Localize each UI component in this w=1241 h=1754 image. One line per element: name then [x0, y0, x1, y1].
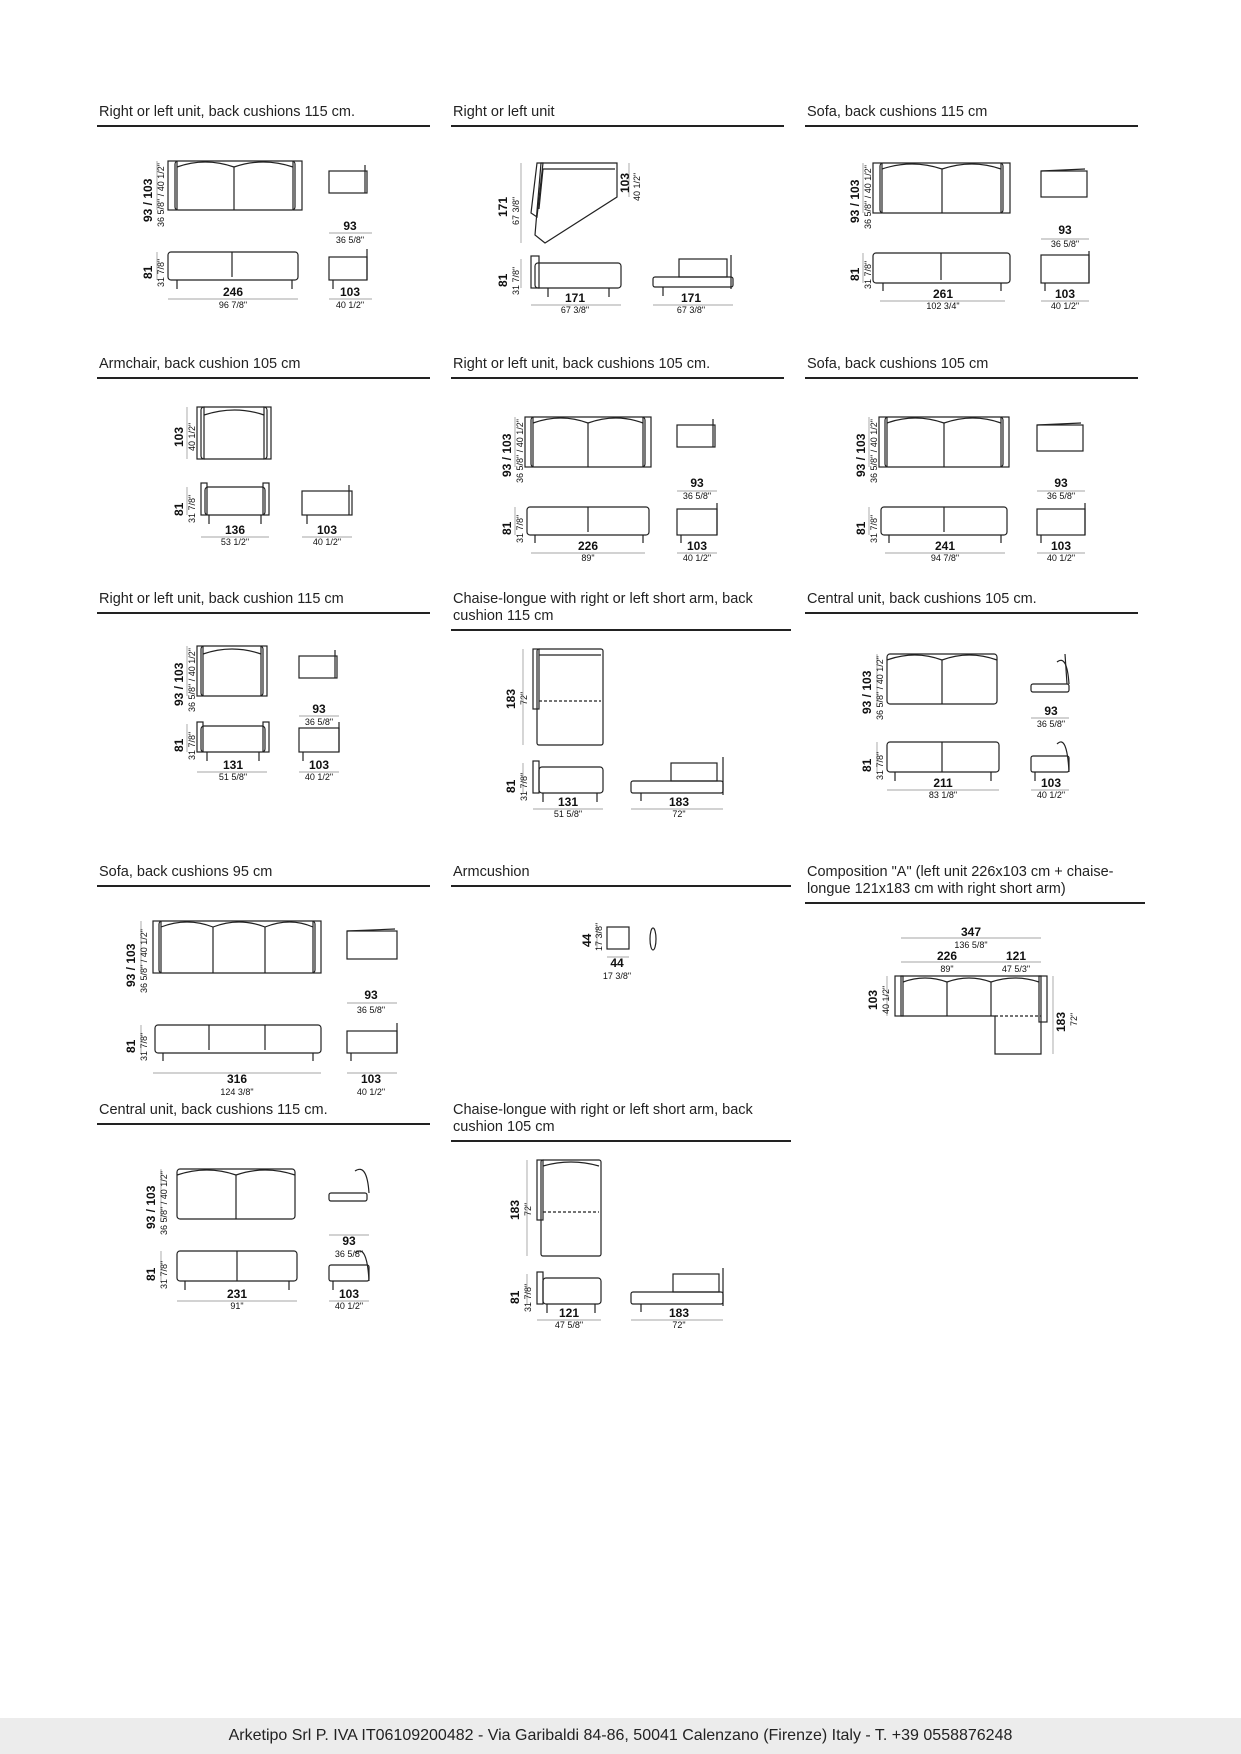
side-dim-in: 40 1/2" — [312, 537, 342, 547]
width-dim: 171 — [564, 291, 586, 305]
height-dim: 81 — [172, 502, 186, 516]
depth-dim: 183 — [508, 1199, 522, 1220]
total-dim-in: 136 5/8" — [954, 940, 988, 950]
height-dim: 81 — [848, 267, 862, 281]
item-drawing — [805, 379, 1138, 563]
item-card — [97, 1102, 430, 1311]
side-a-dim-in: 36 5/8" — [1046, 491, 1076, 501]
item-card — [451, 1102, 791, 1330]
side-b-dim: 103 — [360, 1072, 382, 1086]
width-dim: 226 — [577, 539, 599, 553]
side-b-dim: 103 — [1054, 287, 1076, 301]
side-dim: 183 — [668, 795, 690, 809]
side-a-dim-in: 36 5/8" — [304, 717, 334, 727]
depth-dim-in: 36 5/8" / 40 1/2" — [863, 165, 873, 229]
depth-dim-in: 72" — [523, 1202, 533, 1216]
height-dim: 81 — [141, 265, 155, 279]
width-dim: 131 — [557, 795, 579, 809]
width-dim: 211 — [933, 776, 953, 790]
width-dim: 131 — [222, 758, 244, 772]
height-dim-in: 31 7/8" — [187, 494, 197, 523]
unit-b-dim: 121 — [1005, 949, 1027, 963]
height-dim: 81 — [860, 758, 874, 772]
height-dim: 81 — [144, 1267, 158, 1281]
side-a-dim-in: 36 5/8" — [1050, 239, 1080, 249]
item-title: Right or left unit, back cushions 105 cm. — [451, 356, 784, 379]
width-dim: 316 — [226, 1072, 248, 1086]
width-dim: 261 — [932, 287, 954, 301]
side-a-dim-in: 36 5/8" — [682, 491, 712, 501]
side-dim: 171 — [680, 291, 702, 305]
item-title: Composition "A" (left unit 226x103 cm + chaise-longue 121x183 cm with right short arm) — [805, 864, 1145, 904]
depth-dim-in: 36 5/8" / 40 1/2" — [139, 929, 149, 993]
side-b-dim: 103 — [308, 758, 330, 772]
side-a-dim: 93 — [312, 702, 326, 716]
side-b-dim-in: 40 1/2" — [304, 772, 334, 782]
unit-a-dim: 226 — [936, 949, 958, 963]
item-card — [805, 864, 1145, 1084]
side-b-dim: 103 — [338, 1287, 360, 1301]
technical-drawing — [97, 614, 430, 794]
width-dim: 44 — [610, 956, 624, 970]
width-dim-in: 83 1/8" — [928, 790, 958, 800]
item-title: Chaise-longue with right or left short arm, back cushion 105 cm — [451, 1102, 791, 1142]
side-a-dim: 93 — [1054, 476, 1068, 490]
width-dim: 121 — [558, 1306, 580, 1320]
item-title: Central unit, back cushions 105 cm. — [805, 591, 1138, 614]
item-drawing — [97, 127, 430, 310]
width-dim: 246 — [222, 285, 244, 299]
item-card — [451, 356, 784, 563]
technical-drawing — [451, 1142, 791, 1330]
item-drawing — [451, 887, 791, 1067]
side-b-dim: 103 — [1040, 776, 1062, 790]
depth-dim: 93 / 103 — [854, 433, 868, 477]
item-card — [97, 864, 430, 1097]
width-dim-in: 96 7/8" — [218, 300, 248, 310]
width-dim: 136 — [224, 523, 246, 537]
item-card — [97, 356, 430, 559]
depth-dim: 93 / 103 — [848, 179, 862, 223]
side-a-dim: 93 — [343, 219, 357, 233]
depth-dim: 93 / 103 — [860, 670, 874, 714]
item-title: Chaise-longue with right or left short arm, back cushion 115 cm — [451, 591, 791, 631]
width-dim-in: 53 1/2" — [220, 537, 250, 547]
width-dim-in: 91" — [230, 1301, 244, 1311]
item-drawing — [805, 614, 1138, 800]
side-a-dim-in: 36 5/8" — [356, 1005, 386, 1015]
item-card — [97, 591, 430, 794]
technical-drawing — [97, 1125, 430, 1311]
width-dim-in: 94 7/8" — [930, 553, 960, 563]
unit-a-dim-in: 89" — [940, 964, 954, 974]
item-drawing — [451, 379, 784, 563]
height-dim: 81 — [496, 273, 510, 287]
technical-drawing — [97, 127, 430, 310]
technical-drawing — [451, 887, 791, 1067]
item-drawing — [97, 614, 430, 794]
height-dim-in: 17 3/8" — [594, 922, 604, 951]
technical-drawing — [805, 904, 1145, 1084]
item-card — [451, 591, 791, 819]
depth-dim-in: 36 5/8" / 40 1/2" — [156, 163, 166, 227]
depth-dim-in: 36 5/8" / 40 1/2" — [875, 656, 885, 720]
technical-drawing — [805, 127, 1138, 311]
height-dim-in: 31 7/8" — [187, 731, 197, 760]
height-dim: 81 — [854, 521, 868, 535]
technical-drawing — [97, 379, 430, 559]
side-b-dim-in: 40 1/2" — [1036, 790, 1066, 800]
side-a-dim-in: 36 5/8" — [334, 1249, 364, 1259]
item-title: Sofa, back cushions 105 cm — [805, 356, 1138, 379]
height-dim-in: 31 7/8" — [515, 514, 525, 543]
technical-drawing — [97, 887, 430, 1097]
height-dim: 81 — [172, 738, 186, 752]
height-dim-in: 31 7/8" — [156, 258, 166, 287]
unit-b-dim-in: 47 5/3" — [1001, 964, 1031, 974]
total-dim: 347 — [960, 925, 982, 939]
item-title: Armchair, back cushion 105 cm — [97, 356, 430, 379]
technical-drawing — [805, 614, 1138, 800]
depth-dim-in: 36 5/8" / 40 1/2" — [515, 419, 525, 483]
item-drawing — [97, 1125, 430, 1311]
height-dim-in: 31 7/8" — [511, 266, 521, 295]
technical-drawing — [805, 379, 1138, 563]
width-dim: 241 — [934, 539, 956, 553]
item-title: Armcushion — [451, 864, 791, 887]
depth-dim: 93 / 103 — [141, 178, 155, 222]
side-a-dim: 93 — [342, 1234, 356, 1248]
depth-dim: 103 — [866, 989, 880, 1010]
chaise-dim-in: 72" — [1069, 1012, 1079, 1026]
item-title: Central unit, back cushions 115 cm. — [97, 1102, 430, 1125]
height-dim-in: 31 7/8" — [863, 260, 873, 289]
page-footer: Arketipo Srl P. IVA IT06109200482 - Via Garibaldi 84-86, 50041 Calenzano (Firenze) Italy - T. +39 0558876248 — [0, 1718, 1241, 1754]
chaise-dim: 183 — [1054, 1011, 1068, 1032]
width-dim-in: 124 3/8" — [220, 1087, 254, 1097]
width-dim-in: 51 5/8" — [553, 809, 583, 819]
height-dim-in: 31 7/8" — [875, 751, 885, 780]
item-drawing — [805, 127, 1138, 311]
side-b-dim-in: 40 1/2" — [356, 1087, 386, 1097]
side-dim-in: 72" — [672, 1320, 686, 1330]
side-b-dim-in: 40 1/2" — [682, 553, 712, 563]
side-dim-in: 67 3/8" — [676, 305, 706, 315]
side-b-dim: 103 — [339, 285, 361, 299]
side-a-dim-in: 36 5/8" — [1036, 719, 1066, 729]
side-b-dim: 103 — [686, 539, 708, 553]
height-dim-in: 31 7/8" — [139, 1032, 149, 1061]
side-b-dim-in: 40 1/2" — [334, 1301, 364, 1311]
side-a-dim: 93 — [1058, 223, 1072, 237]
side-b-dim-in: 40 1/2" — [335, 300, 365, 310]
side-b-dim-in: 40 1/2" — [1050, 301, 1080, 311]
depth-dim: 93 / 103 — [144, 1185, 158, 1229]
side-b-dim: 103 — [1050, 539, 1072, 553]
technical-drawing — [451, 631, 791, 819]
item-title: Right or left unit, back cushions 115 cm. — [97, 104, 430, 127]
side-dim-in: 72" — [672, 809, 686, 819]
depth-dim: 183 — [504, 688, 518, 709]
item-card — [805, 356, 1138, 563]
height-dim: 81 — [124, 1039, 138, 1053]
item-card — [97, 104, 430, 310]
left-dim: 171 — [496, 196, 510, 217]
width-dim-in: 67 3/8" — [560, 305, 590, 315]
side-a-dim: 93 — [364, 988, 378, 1002]
depth-dim: 93 / 103 — [124, 943, 138, 987]
height-dim-in: 31 7/8" — [523, 1283, 533, 1312]
depth-dim-in: 40 1/2" — [881, 985, 891, 1014]
side-a-dim: 93 — [690, 476, 704, 490]
height-dim: 81 — [508, 1290, 522, 1304]
depth-dim-in: 36 5/8" / 40 1/2" — [187, 648, 197, 712]
item-drawing — [805, 904, 1145, 1084]
item-card — [805, 591, 1138, 800]
side-a-dim: 93 — [1044, 704, 1058, 718]
item-drawing — [451, 631, 791, 819]
depth-dim-in: 36 5/8" / 40 1/2" — [159, 1171, 169, 1235]
width-dim-in: 17 3/8" — [602, 971, 632, 981]
item-drawing — [451, 1142, 791, 1330]
item-title: Sofa, back cushions 95 cm — [97, 864, 430, 887]
side-dim: 183 — [668, 1306, 690, 1320]
depth-dim: 93 / 103 — [172, 662, 186, 706]
depth-dim: 103 — [172, 426, 186, 447]
width-dim: 231 — [226, 1287, 248, 1301]
height-dim: 44 — [580, 933, 594, 947]
item-card — [451, 864, 791, 1067]
height-dim-in: 31 7/8" — [159, 1260, 169, 1289]
item-title: Right or left unit — [451, 104, 784, 127]
height-dim-in: 31 7/8" — [869, 514, 879, 543]
width-dim-in: 51 5/8" — [218, 772, 248, 782]
depth-dim-in: 40 1/2" — [187, 422, 197, 451]
right-dim: 103 — [618, 172, 632, 193]
right-dim-in: 40 1/2" — [632, 172, 642, 201]
left-dim-in: 67 3/8" — [511, 196, 521, 225]
height-dim-in: 31 7/8" — [519, 772, 529, 801]
depth-dim: 93 / 103 — [500, 433, 514, 477]
width-dim-in: 47 5/8" — [554, 1320, 584, 1330]
depth-dim-in: 72" — [519, 691, 529, 705]
height-dim: 81 — [504, 779, 518, 793]
technical-drawing — [451, 379, 784, 563]
depth-dim-in: 36 5/8" / 40 1/2" — [869, 419, 879, 483]
item-title: Sofa, back cushions 115 cm — [805, 104, 1138, 127]
technical-drawing — [451, 127, 784, 315]
item-card — [805, 104, 1138, 311]
side-b-dim-in: 40 1/2" — [1046, 553, 1076, 563]
height-dim: 81 — [500, 521, 514, 535]
item-title: Right or left unit, back cushion 115 cm — [97, 591, 430, 614]
item-drawing — [451, 127, 784, 315]
item-card — [451, 104, 784, 315]
width-dim-in: 102 3/4" — [926, 301, 960, 311]
side-a-dim-in: 36 5/8" — [335, 235, 365, 245]
item-drawing — [97, 379, 430, 559]
side-dim: 103 — [316, 523, 338, 537]
item-drawing — [97, 887, 430, 1097]
width-dim-in: 89" — [581, 553, 595, 563]
